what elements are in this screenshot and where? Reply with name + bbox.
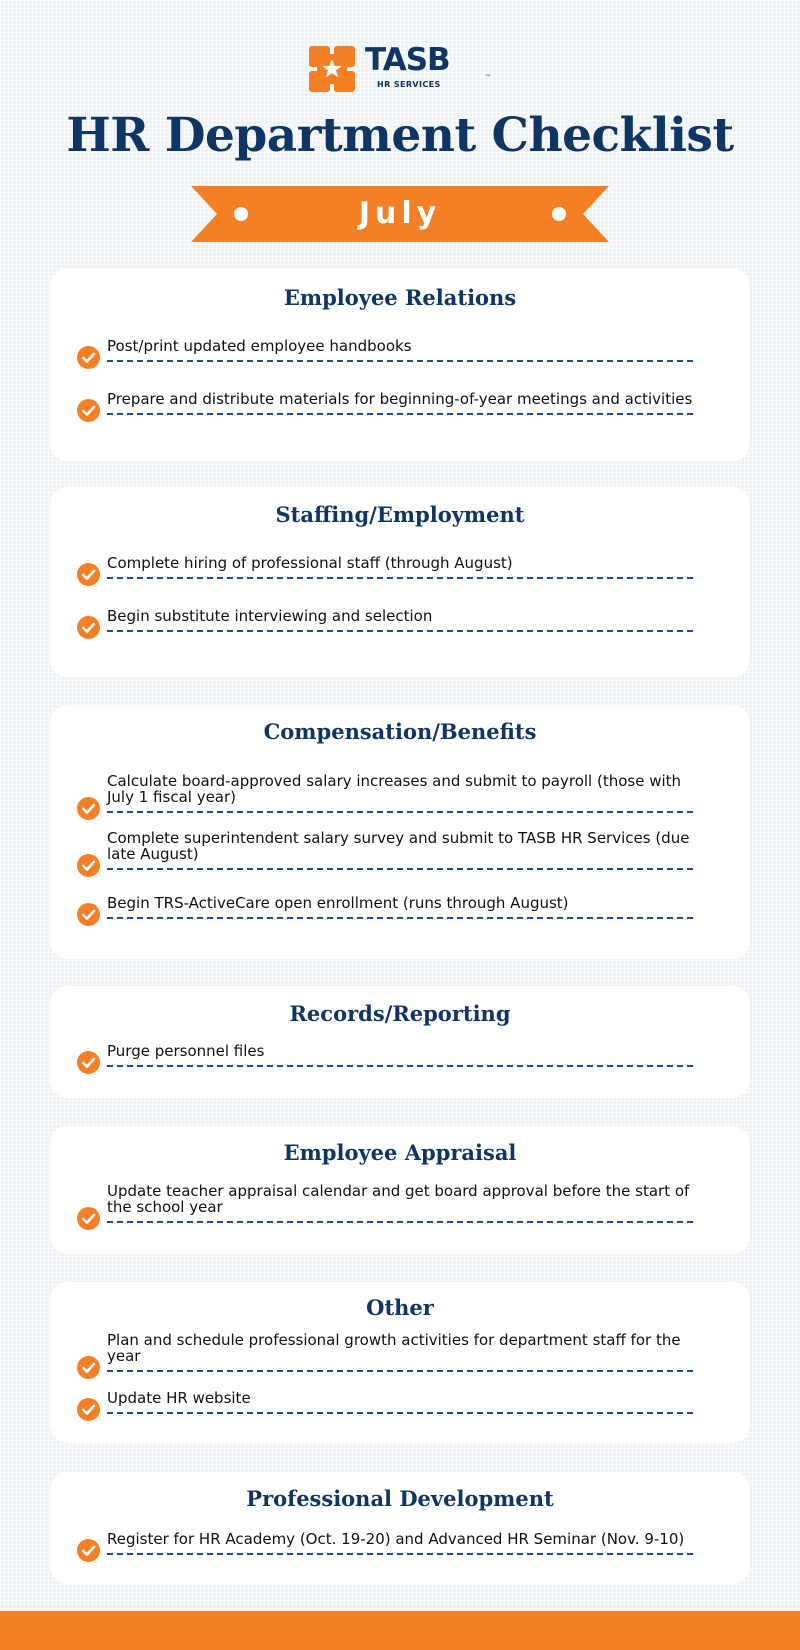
check-circle-icon — [77, 1539, 100, 1562]
section-card — [50, 1282, 750, 1443]
logo-trademark: ™ — [485, 74, 491, 81]
checklist-item-text: Update HR website — [107, 1389, 251, 1407]
check-circle-icon — [77, 797, 100, 820]
section-card — [50, 705, 750, 959]
check-circle-icon — [77, 1207, 100, 1230]
checklist-item-text: Complete hiring of professional staff (through August) — [107, 554, 513, 572]
section-card — [50, 986, 750, 1098]
checklist-item-divider — [107, 630, 693, 632]
checklist-item-text: Complete superintendent salary survey and submit to TASB HR Services (due late August) — [107, 829, 690, 863]
checklist-item-divider — [107, 1553, 693, 1555]
check-circle-icon — [77, 563, 100, 586]
check-circle-icon — [77, 1398, 100, 1421]
section-title: Other — [366, 1295, 434, 1320]
checklist-item-divider — [107, 577, 693, 579]
section-title: Compensation/Benefits — [263, 719, 537, 744]
checklist-item-text: Begin substitute interviewing and selection — [107, 607, 433, 625]
checklist-item-divider — [107, 1370, 693, 1372]
check-circle-icon — [77, 903, 100, 926]
section-title: Records/Reporting — [289, 1001, 511, 1026]
checklist-item-divider — [107, 1221, 693, 1223]
checklist-item-divider — [107, 811, 693, 813]
checklist-item-text: Update teacher appraisal calendar and get board approval before the start of the school year — [107, 1182, 690, 1216]
section-card — [50, 487, 750, 677]
section-title: Employee Appraisal — [283, 1140, 517, 1165]
checklist-item-divider — [107, 1412, 693, 1414]
section-card — [50, 268, 750, 461]
checklist-item-divider — [107, 413, 693, 415]
checklist-item-text: Calculate board-approved salary increases and submit to payroll (those with July 1 fiscal year) — [107, 772, 682, 806]
checklist-item-text: Purge personnel files — [107, 1042, 265, 1060]
checklist-item-divider — [107, 868, 693, 870]
check-circle-icon — [77, 1051, 100, 1074]
month-ribbon — [191, 186, 609, 242]
section-title: Professional Development — [246, 1486, 554, 1511]
checklist-item-divider — [107, 1065, 693, 1067]
footer-bar — [0, 1611, 800, 1650]
check-circle-icon — [77, 1356, 100, 1379]
checklist-item-divider — [107, 360, 693, 362]
tasb-logo-mark-icon — [309, 46, 355, 92]
checklist-item-text: Post/print updated employee handbooks — [107, 337, 412, 355]
month-label: July — [358, 196, 442, 231]
checklist-item-text: Begin TRS-ActiveCare open enrollment (runs through August) — [107, 894, 569, 912]
checklist-item-divider — [107, 917, 693, 919]
logo-wordmark: TASB — [365, 42, 450, 78]
section-card — [50, 1126, 750, 1254]
checklist-item-text: Plan and schedule professional growth activities for department staff for the year — [107, 1331, 681, 1365]
section-title: Staffing/Employment — [275, 502, 525, 527]
tasb-logo — [309, 44, 489, 94]
logo-subtitle: HR SERVICES — [377, 80, 441, 89]
check-circle-icon — [77, 854, 100, 877]
page-title: HR Department Checklist — [66, 108, 734, 163]
check-circle-icon — [77, 399, 100, 422]
check-circle-icon — [77, 346, 100, 369]
checklist-item-text: Prepare and distribute materials for beginning-of-year meetings and activities — [107, 390, 693, 408]
section-title: Employee Relations — [283, 285, 517, 310]
check-circle-icon — [77, 616, 100, 639]
section-card — [50, 1472, 750, 1584]
checklist-item-text: Register for HR Academy (Oct. 19-20) and Advanced HR Seminar (Nov. 9-10) — [107, 1530, 685, 1548]
